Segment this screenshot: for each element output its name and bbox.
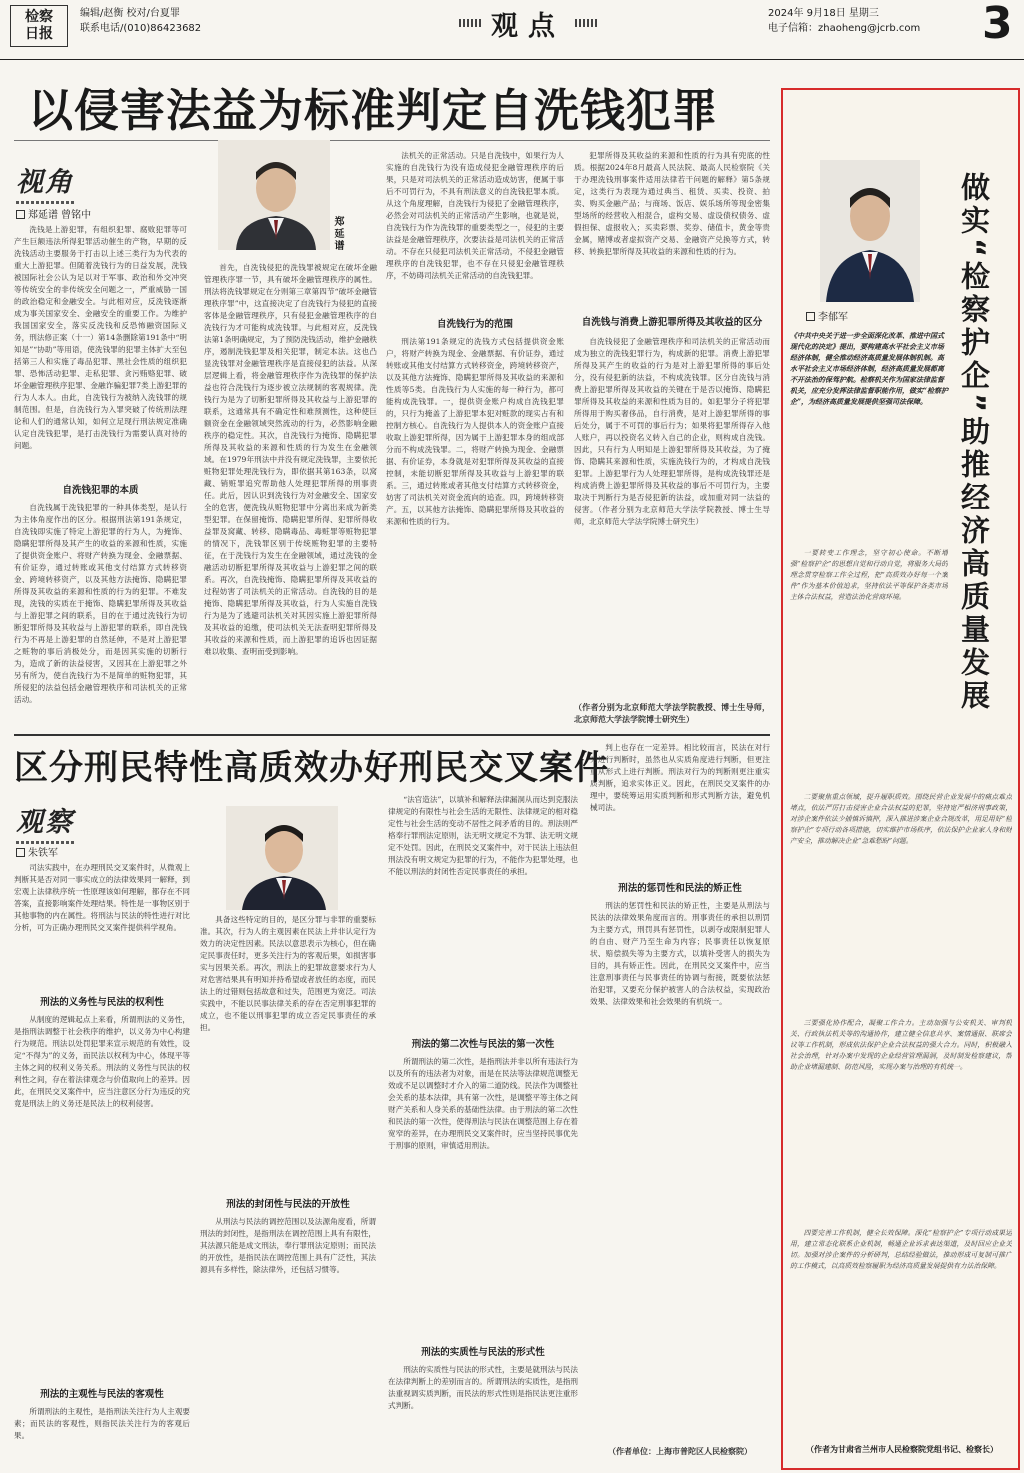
paragraph: 三要强化协作配合，凝聚工作合力。主动加强与公安机关、审判机关、行政执法机关等的沟通协作，建立健全信息共享、案情通报、联席会议等工作机制，形成依法保护企业合法权益的强大合力。同时，积极融入社会治理，针对办案中发现的企业经营管理漏洞，及时制发检察建议，帮助企业堵漏建制、防范风险，实现办案与治理的有机统一。 bbox=[790, 1019, 1012, 1071]
article1-author-photo bbox=[218, 140, 330, 250]
panel-body-1 bbox=[790, 548, 948, 786]
article2-col3c bbox=[388, 1364, 578, 1468]
panel-title bbox=[955, 172, 993, 872]
article1-col1 bbox=[14, 224, 187, 476]
panel-intro bbox=[790, 330, 950, 542]
article2-subhead-6: 刑法的惩罚性和民法的矫正性 bbox=[618, 883, 742, 894]
panel-title-part-1: 做实 bbox=[957, 172, 991, 238]
panel-body-3 bbox=[790, 1018, 1012, 1222]
article2-subhead-5: 刑法的实质性与民法的形式性 bbox=[421, 1347, 545, 1358]
article1-col2 bbox=[204, 262, 377, 730]
paragraph: 自洗钱侵犯了金融管理秩序和司法机关的正常活动而成为独立的洗钱犯罪行为，构成新的犯罪。消费上游犯罪所得及其产生的收益的行为是对上游犯罪所得的事后处分，没有侵犯新的法益，不构成洗钱罪。区分自洗钱与消费上游犯罪所得及其收益的关键在于是否以掩饰、隐瞒犯罪所得及其收益的来源和性质为目的。如犯罪分子将犯罪所得用于购买奢侈品，自行消费，是对上游犯罪所得的事后处分，属于不可罚的事后行为；如果将犯罪所得存入他人账户，再以投资名义转入自己的企业，则构成自洗钱。因此，只有行为人明知是上游犯罪所得及其收益，为了掩饰、隐瞒其来源和性质，实施洗钱行为的，才构成自洗钱犯罪。上游犯罪行为人处理犯罪所得，是构成洗钱罪还是构成消费上游犯罪所得及其收益的事后不可罚行为，主要取决于判断行为是否侵犯新的法益，或加重对同一法益的侵害。（作者分别为北京师范大学法学院教授、博士生导师，北京师范大学法学院博士研究生） bbox=[574, 337, 770, 526]
panel-title-part-2: “检察护企” bbox=[957, 238, 991, 417]
article2-col3 bbox=[388, 794, 578, 1032]
panel-title-part-3: 助推经济高质量发展 bbox=[957, 416, 991, 714]
person-portrait-icon bbox=[226, 806, 338, 910]
article2-col4b bbox=[590, 900, 770, 1440]
article1-subhead-1: 自洗钱犯罪的本质 bbox=[62, 485, 139, 496]
panel-author-note: （作者为甘肃省兰州市人民检察院党组书记、检察长） bbox=[806, 1445, 998, 1454]
paragraph: 四要完善工作机制，健全长效保障。深化“检察护企”专项行动成果运用，建立常态化联系企业机制，畅通企业诉求表达渠道，及时回应企业关切。加强对涉企案件的分析研判，总结经验做法，推动形成可复制可推广的工作模式，以高质效检察履职为经济高质量发展提供有力法治保障。 bbox=[790, 1229, 1012, 1270]
masthead bbox=[0, 0, 1024, 60]
article1-col1b bbox=[14, 502, 187, 730]
paragraph: 刑法的实质性与民法的形式性，主要是就刑法与民法在法律判断上的差别而言的。所谓刑法的实质性，是指刑法重视调实质判断，而民法的形式性则是指民法更注重形式判断。 bbox=[388, 1365, 578, 1410]
article1-col4 bbox=[574, 150, 770, 312]
contact-phone: 联系电话/(010)86423682 bbox=[80, 23, 202, 34]
paragraph: 二要聚焦重点领域，提升履职质效。围绕民营企业发展中的痛点难点堵点，依法严厉打击侵害企业合法权益的犯罪，坚持宽严相济刑事政策，对涉企案件依法少捕慎诉慎押，深入推进涉案企业合规改革，用足用好“检察护企”专项行动各项措施，切实维护市场秩序，依法保护企业家人身和财产安全，推动解决企业“急难愁盼”问题。 bbox=[790, 793, 1012, 845]
article1-column-tag bbox=[16, 160, 76, 204]
article2-subhead-3: 刑法的封闭性与民法的开放性 bbox=[226, 1199, 350, 1210]
article1-byline: 郑延谱 曾铭中 bbox=[16, 206, 91, 221]
paragraph: 判上也存在一定差异。相比较而言，民法在对行为进行判断时，虽然也从实质角度进行判断，但更注重从形式上进行判断。刑法对行为的判断则更注重实质判断，追求实体正义。因此，在刑民交叉案件的办理中，要统筹运用实质判断和形式判断方法，避免机械司法。 bbox=[590, 743, 770, 812]
person-portrait-icon bbox=[218, 140, 330, 250]
section-name bbox=[448, 4, 608, 42]
article2-column-tag bbox=[16, 800, 76, 844]
portrait-name: 郑延谱 bbox=[332, 216, 343, 252]
section-title: 观点 bbox=[491, 10, 565, 42]
article1-author-note: （作者分别为北京师范大学法学院教授、博士生导师，北京师范大学法学院博士研究生） bbox=[574, 703, 770, 724]
article1-col3b bbox=[386, 336, 564, 730]
paragraph: 所谓刑法的主观性，是指刑法关注行为人主观要素；而民法的客观性，则指民法关注行为的客观后果。 bbox=[14, 1407, 190, 1440]
paragraph: 司法实践中，在办理刑民交叉案件时，从微观上判断其是否对同一事实成立的法律效果同一解释，到宏观上法律秩序统一性原理该如何理解，都存在不同答案，直接影响案件处理结果。特性是一事物区别于其他事物的内在属性。将刑法与民法的特性进行对比分析，可为正确办理刑民交叉案件提供科学视角。 bbox=[14, 863, 190, 932]
article2-subhead-1: 刑法的义务性与民法的权利性 bbox=[40, 997, 164, 1008]
paragraph: 法机关的正常活动。只是自洗钱中，如果行为人实施的自洗钱行为没有造成侵犯金融管理秩序的后果，只是对司法机关的正常活动造成妨害，便属于事后不可罚行为，不具有刑法意义的自洗钱犯罪本质。从这个角度理解，自洗钱行为侵犯了金融管理秩序，必然会对司法机关的正常活动产生影响，也就是说，自洗钱行为作为洗钱罪的重要类型之一，侵犯的主要法益是金融管理秩序，次要法益是司法机关的正常活动。不存在只侵犯司法机关正常活动，不侵犯金融管理秩序的自洗钱犯罪，也不存在只侵犯金融管理秩序，不妨碍司法机关正常活动的自洗钱犯罪。 bbox=[386, 151, 564, 280]
decor-bar-icon bbox=[459, 19, 481, 27]
person-portrait-icon bbox=[820, 160, 920, 302]
panel-intro-text: 《中共中央关于进一步全面深化改革、推进中国式现代化的决定》提出，要构建高水平社会主义市场经济体制，健全推动经济高质量发展体制机制。高水平社会主义市场经济体制，经济高质量发展都离不开法治的保驾护航。检察机关作为国家法律监督机关，应充分发挥法律监督职能作用，做实“检察护企”，为经济高质量发展提供坚强司法保障。 bbox=[790, 331, 949, 406]
logo-line-1: 检察 bbox=[25, 9, 53, 25]
article1-col4b bbox=[574, 336, 770, 696]
paragraph: 从制度的逻辑起点上来看，所谓刑法的义务性，是指刑法调整于社会秩序的维护，以义务为中心构建行为规范。刑法以处罚犯罪来宣示规范的有效性，设定“不得为”的义务，而民法以权利为中心，体现平等主体之间的权利义务关系。刑法的义务性与民法的权利性之间，存在着法律观念与价值取向上的差异。因此，在刑民交叉案件中，应当注意区分行为违反的究竟是刑法上的义务还是民法上的权利侵害。 bbox=[14, 1015, 190, 1108]
paragraph: 刑法第191条规定的洗钱方式包括提供资金账户，将财产转换为现金、金融票据、有价证券，通过转账或其他支付结算方式转移资金，跨境转移资产，以及其他方法掩饰、隐瞒犯罪所得及其收益的来源和性质等5类。自洗钱行为人实施的每一种行为，都可能构成洗钱罪。一，提供资金账户构成自洗钱犯罪的，只行为掩盖了上游犯罪本犯对赃款的现实占有和控制方核心。自洗钱行为人提供本人的资金账户直接收取上游犯罪所得，因为属于上游犯罪本身的组成部分而不构成洗钱罪。二，将财产转换为现金、金融票据、有价证券，本身就是对犯罪所得及其收益的直接控制，未能切断犯罪所得及其收益与上游犯罪的联系。三，通过转账或者其他支付结算方式转移资金，妨害了司法机关对资金流向的追查。四，跨境转移资产。五，以其他方法掩饰、隐瞒犯罪所得及其收益的来源和性质的行为。 bbox=[386, 337, 564, 526]
article2-byline: 朱铁军 bbox=[16, 844, 58, 859]
paragraph: 刑法的惩罚性和民法的矫正性，主要是从刑法与民法的法律效果角度而言的。刑事责任的承担以刑罚为主要方式，刑罚具有惩罚性，以剥夺或限制犯罪人的自由、财产乃至生命为内容；民事责任以恢复原状、赔偿损失等为主要方式，以填补受害人的损失为目的，具有矫正性。因此，在刑民交叉案件中，应当注意刑事责任与民事责任的协调与衔接，既要依法惩治犯罪，又要充分保护被害人的合法权益，实现政治效果、法律效果和社会效果的有机统一。 bbox=[590, 901, 770, 1006]
article2-col2 bbox=[200, 914, 376, 1192]
article1-col3 bbox=[386, 150, 564, 312]
article2-col1b bbox=[14, 1014, 190, 1380]
paragraph: 自洗钱属于洗钱犯罪的一种具体类型，是认行为主体角度作出的区分。根据刑法第191条规定，自洗钱即实施了特定上游犯罪的行为人，为掩饰、隐瞒犯罪所得及其产生的收益的来源和性质，实施了提供资金账户、将财产转换为现金、金融票据、有价证券，通过转账或其他支付结算方式转移资金、跨境转移资产，以及其他方法掩饰、隐瞒犯罪所得及其收益的来源和性质的行为的犯罪。不难发现，洗钱的实质在于掩饰、隐瞒犯罪所得及其收益与上游犯罪之间的联系，目的在于通过洗钱行为切断犯罪所得及其收益与上游犯罪的联系，即自洗钱行为不再是上游犯罪的自然延伸，不是对上游犯罪之赃物的事后消极处分，而是因其实施的切断行为，造成了新的法益侵害，又因其在上游犯罪之外另有所为，使自洗钱行为不是简单的赃物犯罪，其所侵犯的法益包括金融管理秩序和司法机关的正常活动。 bbox=[14, 503, 187, 704]
logo-line-2: 日报 bbox=[25, 26, 53, 42]
article2-col1 bbox=[14, 862, 190, 988]
article2-col2b bbox=[200, 1216, 376, 1468]
article2-col3b bbox=[388, 1056, 578, 1340]
article1-subhead-2: 自洗钱行为的范围 bbox=[436, 319, 513, 330]
panel-body-4 bbox=[790, 1228, 1012, 1438]
page-number: 3 bbox=[982, 0, 1013, 49]
article2-author-photo bbox=[226, 806, 338, 910]
article1-headline: 以侵害法益为标准判定自洗钱犯罪 bbox=[28, 84, 719, 137]
paragraph: 所谓刑法的第二次性，是指刑法并非以所有违法行为以及所有的违法者为对象，而是在民法等法律规范调整无效或不足以调整时才介入的第二道防线。民法作为调整社会关系的基本法律，具有第一次性，是调整平等主体之间财产关系和人身关系的基础性法律。由于刑法的第二次性和民法的第一次性，使得刑法与民法在调整范围上存在着宽窄的差异，在办理刑民交叉案件时，应当坚持民事优先于刑事的原则，审慎适用刑法。 bbox=[388, 1057, 578, 1150]
panel-author-photo bbox=[820, 160, 920, 302]
paragraph: 首先，自洗钱侵犯的洗钱罪被规定在破坏金融管理秩序罪一节，具有破坏金融管理秩序的属性。刑法将洗钱罪规定在分则第三章第四节“破坏金融管理秩序罪”中，这直接决定了自洗钱行为侵犯的直接客体是金融管理秩序，只有侵犯金融管理秩序的自洗钱行为才可能构成洗钱罪。与此相对应，反洗钱法第1条明确规定，为了预防洗钱活动，维护金融秩序，遏制洗钱犯罪及相关犯罪，制定本法。这也凸显洗钱罪对金融管理秩序是直接侵犯的法益。从深层逻辑上看，将金融管理秩序作为洗钱罪的保护法益也符合洗钱行为逐步被立法规制的客观规律。洗钱行为是为了切断犯罪所得及其收益与上游犯罪的联系，这通常具有不确定性和难预测性，这种使巨额资金在金融领域突然流动的行为，必然影响金融秩序的稳定性。其次，自洗钱行为掩饰、隐瞒犯罪所得及其收益的来源和性质的行为发生在金融领域。在1979年刑法中并没有规定洗钱罪，主要依托赃物犯罪处理洗钱行为，即依据其第163条，以窝藏、销赃罪追究帮助他人处理犯罪所得的刑事责任。此后，因认识到洗钱行为对金融安全、国家安全的危害，便洗钱从赃物犯罪中分离出来成为新类型犯罪。在保留掩饰、隐瞒犯罪所得、犯罪所得收益罪及窝藏、转移、隐瞒毒品、毒赃罪等赃物犯罪的情况下，洗钱罪区别于传统赃物犯罪的主要特征，在于洗钱行为发生在金融领域，通过洗钱的金融活动切断犯罪所得及其收益与上游犯罪之间的联系。再次，自洗钱掩饰、隐瞒犯罪所得及其收益的过程妨害了司法机关的正常活动。自洗钱的目的是掩饰、隐瞒犯罪所得及其收益，行为人实施自洗钱行为是为了逃避司法机关对其因实施上游犯罪所得及其收益的追缴，使司法机关无法查明犯罪所得及其收益的来源和性质，而上游犯罪的追诉也因证据难以收集、查明而受到影响。 bbox=[204, 263, 377, 656]
paragraph: 一要转变工作理念，坚守初心使命。不断增强“检察护企”的思想自觉和行动自觉，将服务大局的理念贯穿检察工作全过程，把“高质效办好每一个案件”作为基本价值追求，坚持依法平等保护各类市场主体合法权益，营造法治化营商环境。 bbox=[790, 549, 948, 601]
article2-col4 bbox=[590, 742, 770, 872]
paragraph: 从刑法与民法的调控范围以及法源角度看，所谓刑法的封闭性，是指刑法在调控范围上具有有限性，其法源只能是成文刑法，奉行罪刑法定原则；而民法的开放性，是指民法在调控范围上具有广泛性，其法源具有多样性，除法律外，还包括习惯等。 bbox=[200, 1217, 376, 1274]
dateline bbox=[768, 6, 920, 36]
column-tag-text: 视角 bbox=[16, 167, 74, 198]
paragraph: “法官造法”，以填补和解释法律漏洞从而达到克服法律规定的有限性与社会生活的无限性、法律规定的相对稳定性与社会生活的变动不居性之间矛盾的目的。刑法则严格奉行罪刑法定原则，法无明文规定不为罪、法无明文规定不处罚。因此，在刑民交叉案件中，对于民法上违法但刑法没有明文规定为犯罪的行为，不能作为犯罪处理，也不能以刑法的封闭性否定民事责任的承担。 bbox=[388, 795, 578, 876]
decor-bar-icon bbox=[575, 19, 597, 27]
article1-subhead-3: 自洗钱与消费上游犯罪所得及其收益的区分 bbox=[581, 317, 763, 328]
article2-author-note: （作者单位：上海市普陀区人民检察院） bbox=[608, 1447, 752, 1456]
divider bbox=[14, 140, 770, 141]
article2-col1c bbox=[14, 1406, 190, 1468]
divider bbox=[14, 734, 770, 736]
email-address: 电子信箱：zhaoheng@jcrb.com bbox=[768, 23, 921, 34]
panel-byline: 李郁军 bbox=[806, 308, 848, 323]
editors-info bbox=[80, 6, 201, 36]
paragraph: 洗钱是上游犯罪，有组织犯罪、腐败犯罪等可产生巨额违法所得犯罪活动催生的产物，早期的反洗钱活动主要服务于打击以上述三类行为为代表的重大上游犯罪。但随着洗钱行为的日益发展，洗钱被国际社会公认为足以对于军事、政治和外交冲突等传统安全的非传统安全问题之一，严重威胁一国的政治稳定和金融安全。与此相对应，反洗钱逐渐成为事关国家安全、金融安全的重要工作。为维护我国国家安全，落实反洗钱和反恐怖融资国际义务，刑法修正案（十一）第14条删除第191条中“明知是”“协助”等用语，使洗钱罪的犯罪主体扩大至包括第三人和实施了毒品犯罪、黑社会性质的组织犯罪、恐怖活动犯罪、走私犯罪、贪污贿赂犯罪、破坏金融管理秩序犯罪、金融诈骗犯罪7类上游犯罪的行为人本人。由此，自洗钱行为被纳入洗钱罪的规制范围。但是，自洗钱行为入罪突破了传统刑法理论和人们的通常认知，如何立足现行刑法规定准确认定自洗钱犯罪，是打击洗钱行为需要认真对待的问题。 bbox=[14, 225, 187, 450]
article2-headline: 区分刑民特性高质效办好刑民交叉案件 bbox=[14, 748, 609, 788]
paragraph: 具备这些特定的目的，是区分罪与非罪的重要标准。其次，行为人的主观因素在民法上并非认定行为效力的决定性因素。民法以意思表示为核心，但在确定民事责任时，更多关注行为的客观后果，如损害事实与因果关系。再次，刑法上的犯罪故意要求行为人对危害结果具有明知并持希望或者放任的态度，而民法上的过错则包括故意和过失，范围更为宽泛。司法实践中，不能以民事法律关系的存在否定刑事犯罪的成立，也不能以刑事犯罪的成立否定民事责任的承担。 bbox=[200, 915, 376, 1032]
article2-subhead-4: 刑法的第二次性与民法的第一次性 bbox=[411, 1039, 555, 1050]
editors-line: 编辑/赵衡 校对/台夏罪 bbox=[80, 8, 180, 19]
column-tag-text: 观察 bbox=[16, 807, 74, 838]
article2-subhead-2: 刑法的主观性与民法的客观性 bbox=[40, 1389, 164, 1400]
tag-underline bbox=[16, 201, 76, 204]
panel-body-2 bbox=[790, 792, 1012, 1012]
issue-date: 2024年 9月18日 星期三 bbox=[768, 8, 879, 19]
newspaper-logo bbox=[10, 5, 68, 47]
paragraph: 犯罪所得及其收益的来源和性质的行为具有兜底的性质。根据2024年8月最高人民法院、最高人民检察院《关于办理洗钱刑事案件适用法律若干问题的解释》第5条规定，这类行为表现为通过典当、租赁、买卖、投资、拍卖、购买金融产品；与商场、饭店、娱乐场所等现金密集型场所的经营收入相混合，虚构交易、虚设债权债务、虚假担保、虚报收入；买卖彩票、奖券、储值卡，黄金等贵金属，赌博或者虚拟资产交易、金融资产兑换等方式，转移、转换犯罪所得及其收益的来源和性质的行为。 bbox=[574, 151, 770, 256]
